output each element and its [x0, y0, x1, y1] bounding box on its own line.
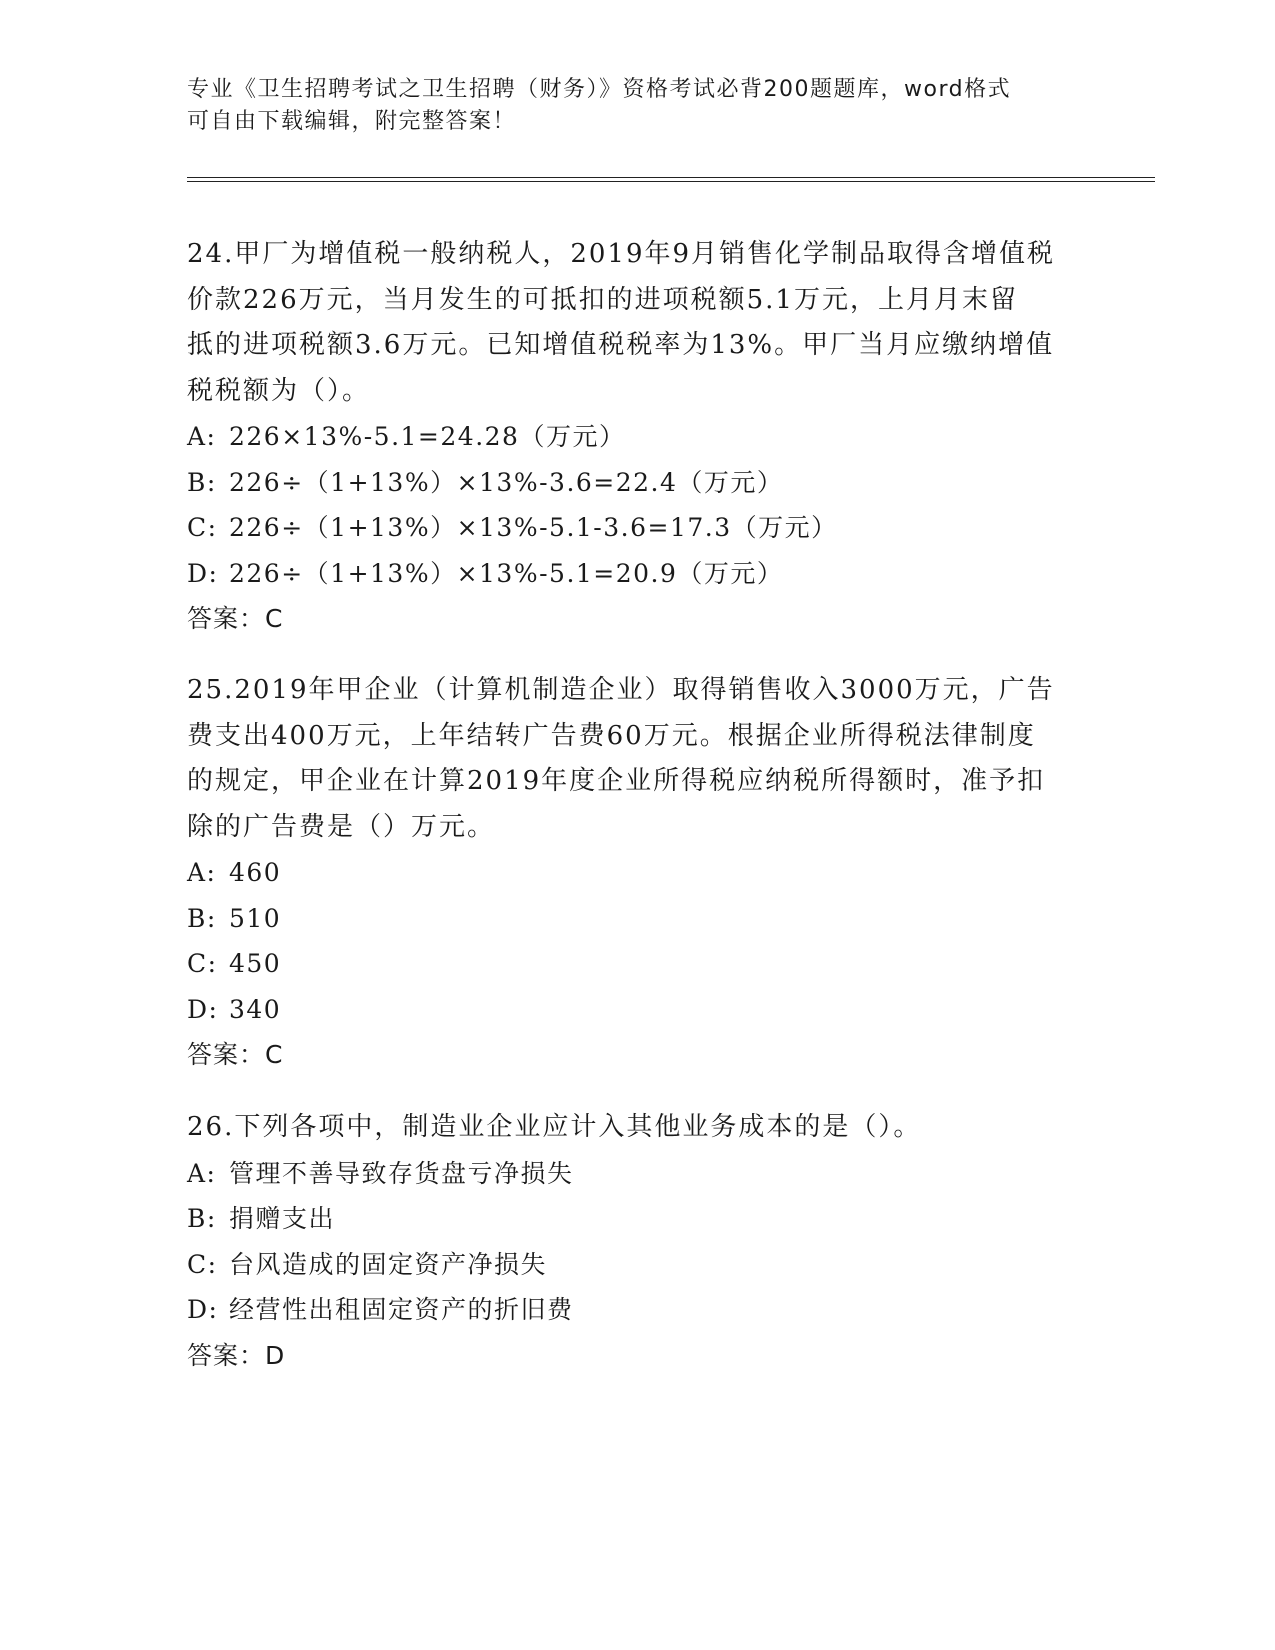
option-text: 510	[229, 903, 282, 933]
answer-line: 答案：D	[187, 1340, 286, 1370]
option-c	[187, 505, 1087, 551]
question-24	[187, 232, 1087, 642]
option-letter: A:	[187, 422, 217, 451]
stem-line: 25.2019年甲企业（计算机制造企业）取得销售收入3000万元，广告	[187, 675, 1055, 705]
question-25	[187, 668, 1087, 1078]
option-letter: B:	[187, 903, 217, 933]
option-c	[187, 1242, 1087, 1288]
option-list	[187, 1151, 1087, 1333]
option-text: 226÷（1+13%）×13%-3.6=22.4（万元）	[229, 467, 784, 497]
option-letter: C:	[187, 1249, 218, 1279]
option-letter: B:	[187, 1204, 217, 1233]
header-line-1: 专业《卫生招聘考试之卫生招聘（财务）》资格考试必背200题题库，word格式	[187, 77, 1012, 102]
answer-line: 答案：C	[187, 1040, 284, 1069]
option-b	[187, 460, 1087, 506]
stem-line: 费支出400万元，上年结转广告费60万元。根据企业所得税法律制度	[187, 720, 1036, 751]
option-text: 226÷（1+13%）×13%-5.1=20.9（万元）	[229, 558, 784, 588]
stem-line: 24.甲厂为增值税一般纳税人，2019年9月销售化学制品取得含增值税	[187, 239, 1056, 269]
option-list	[187, 414, 1087, 596]
option-d	[187, 551, 1087, 597]
option-letter: D:	[187, 558, 219, 588]
option-text: 340	[229, 994, 282, 1024]
option-letter: D:	[187, 1295, 219, 1324]
stem-line: 的规定，甲企业在计算2019年度企业所得税应纳税所得额时，准予扣	[187, 766, 1046, 796]
option-b	[187, 1196, 1087, 1242]
document-header	[187, 74, 1087, 138]
option-letter: A:	[187, 1158, 217, 1188]
question-stem	[187, 668, 1087, 850]
option-list	[187, 850, 1087, 1032]
option-text: 台风造成的固定资产净损失	[229, 1249, 548, 1279]
stem-line: 税税额为（）。	[187, 375, 371, 406]
stem-line: 价款226万元，当月发生的可抵扣的进项税额5.1万元，上月月末留	[187, 284, 1018, 315]
option-d	[187, 987, 1087, 1033]
answer-line: 答案：C	[187, 604, 284, 633]
option-letter: D:	[187, 994, 219, 1024]
option-a	[187, 1151, 1087, 1197]
stem-line: 抵的进项税额3.6万元。已知增值税税率为13%。甲厂当月应缴纳增值	[187, 330, 1055, 360]
option-letter: A:	[187, 858, 217, 887]
question-stem	[187, 1105, 1087, 1151]
option-letter: B:	[187, 467, 217, 497]
option-text: 管理不善导致存货盘亏净损失	[229, 1158, 574, 1188]
header-line-2: 可自由下载编辑，附完整答案！	[187, 109, 517, 134]
option-text: 捐赠支出	[229, 1204, 336, 1233]
option-text: 450	[229, 949, 282, 978]
stem-line: 除的广告费是（）万元。	[187, 811, 496, 842]
header-divider	[187, 177, 1155, 182]
option-text: 经营性出租固定资产的折旧费	[229, 1295, 574, 1324]
stem-line: 26.下列各项中，制造业企业应计入其他业务成本的是（）。	[187, 1112, 922, 1142]
option-text: 460	[229, 858, 282, 887]
option-b	[187, 896, 1087, 942]
option-text: 226×13%-5.1=24.28（万元）	[229, 422, 626, 451]
option-a	[187, 850, 1087, 896]
option-d	[187, 1287, 1087, 1333]
option-c	[187, 941, 1087, 987]
option-a	[187, 414, 1087, 460]
option-letter: C:	[187, 949, 218, 978]
option-text: 226÷（1+13%）×13%-5.1-3.6=17.3（万元）	[229, 513, 838, 542]
question-stem	[187, 232, 1087, 414]
question-26	[187, 1105, 1087, 1378]
option-letter: C:	[187, 513, 218, 542]
